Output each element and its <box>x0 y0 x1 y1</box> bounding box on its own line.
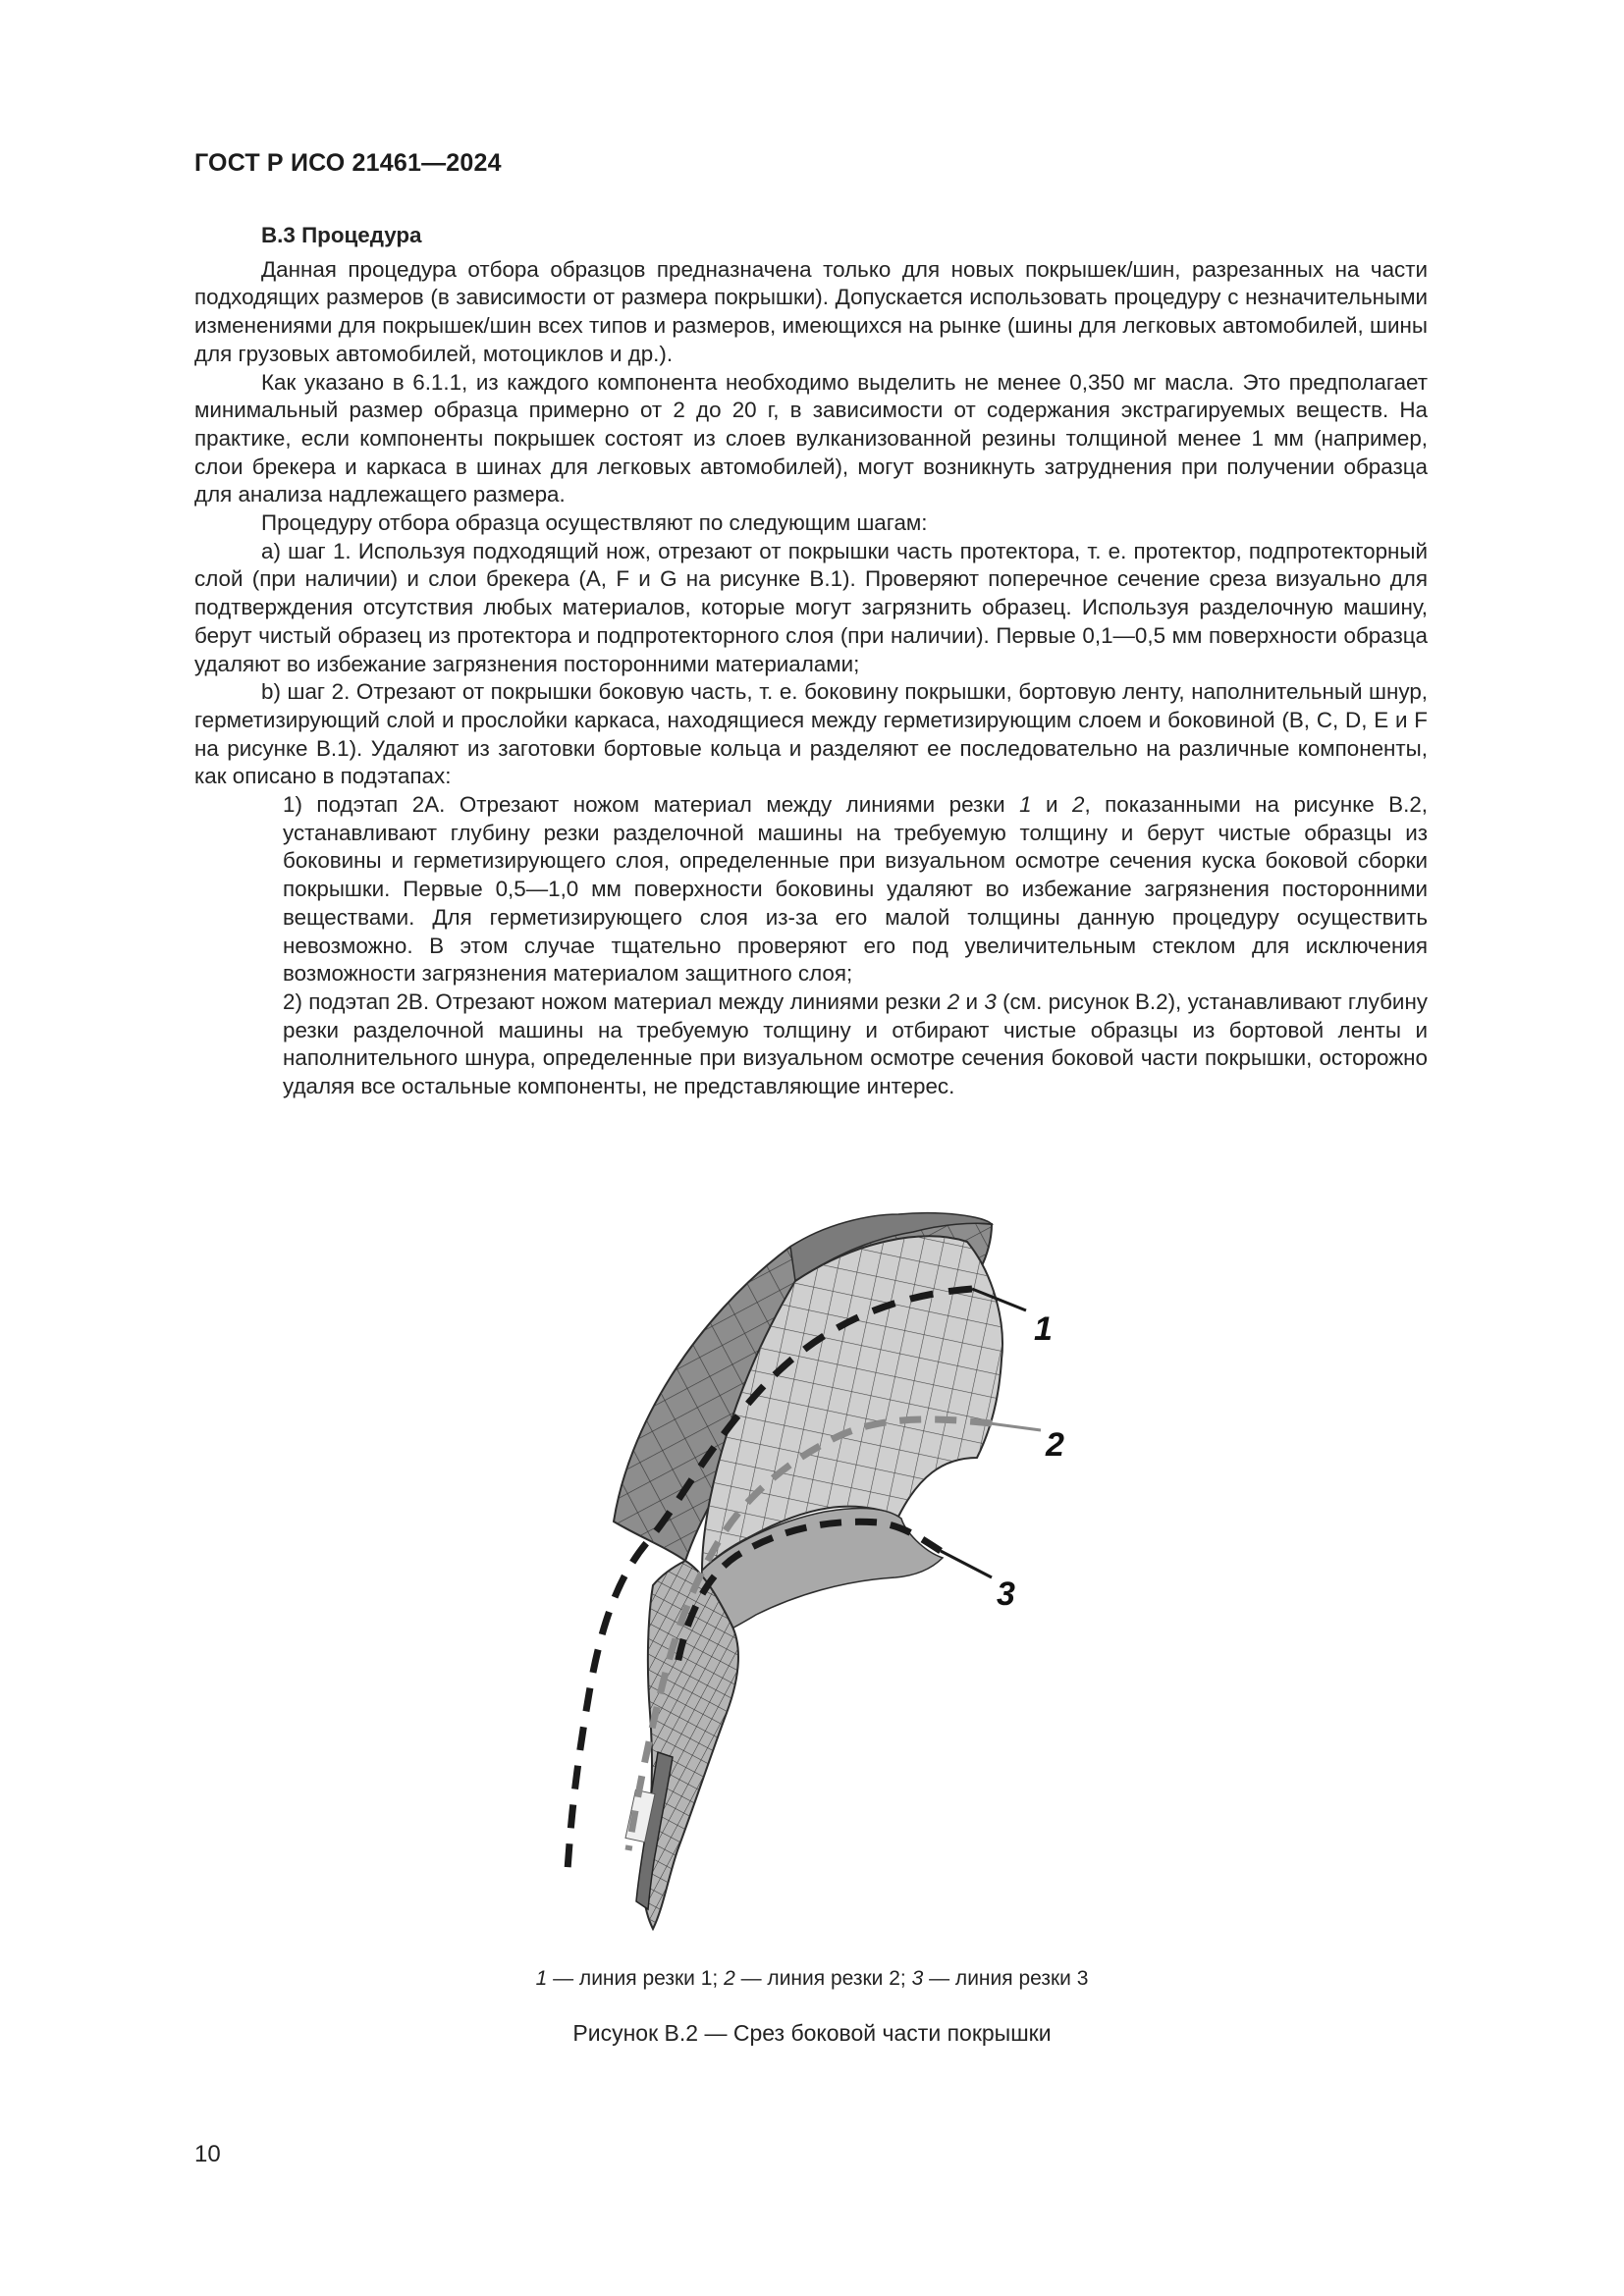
paragraph-steps-intro: Процедуру отбора образца осуществляют по следующим шагам: <box>261 510 928 536</box>
paragraph-intro: Данная процедура отбора образцов предназначена только для новых покрышек/шин, разрезанных на части подходящих размеров (в зависимости от размера покрышки). Допускается использовать процедуру с незначительными изменениями для покрышек/шин всех типов и размеров, имеющихся на рынке (шины для легковых автомобилей, шины для грузовых автомобилей, мотоциклов и др.). <box>194 256 1428 366</box>
paragraph-sample-size: Как указано в 6.1.1, из каждого компонента необходимо выделить не менее 0,350 мг масла. Это предполагает минимальный размер образца примерно от 2 до 20 г, в зависимости от содержания экстрагируемых веществ. На практике, если компоненты покрышек состоят из слоев вулканизованной резины толщиной менее 1 мм (например, слои брекера и каркаса в шинах для легковых автомобилей), могут возникнуть затруднения при получении образца для анализа надлежащего размера. <box>194 369 1428 507</box>
substep-2a: 1) подэтап 2A. Отрезают ножом материал между линиями резки 1 и 2, показанными на рисунке В.2, устанавливают глубину резки разделочной машины на требуемую толщину и берут чистые образцы из боковины и герметизирующего слоя, определенные при визуальном осмотре сечения куска боковой сборки покрышки. Первые 0,5—1,0 мм поверхности боковины удаляют во избежание загрязнения посторонними веществами. Для герметизирующего слоя из-за его малой толщины данную процедуру осуществить невозможно. В этом случае тщательно проверяют его под увеличительным стеклом для исключения возможности загрязнения материалом защитного слоя; <box>283 792 1429 987</box>
document-header: ГОСТ Р ИСО 21461—2024 <box>194 149 502 177</box>
figure-caption: Рисунок В.2 — Срез боковой части покрышки <box>572 2020 1052 2046</box>
paragraph-step-b: b) шаг 2. Отрезают от покрышки боковую часть, т. е. боковину покрышки, бортовую ленту, наполнительный шнур, герметизирующий слой и прослойки каркаса, находящиеся между герметизирующим слоем и боковиной (B, C, D, E и F на рисунке В.1). Удаляют из заготовки бортовые кольца и разделяют ее последовательно на различные компоненты, как описано в подэтапах: <box>194 679 1428 789</box>
tire-sidewall-figure <box>530 1202 1159 1949</box>
body-text <box>194 222 1428 1101</box>
callout-2-leader <box>990 1423 1041 1430</box>
callout-1: 1 <box>1034 1310 1053 1348</box>
section-heading: В.3 Процедура <box>261 223 422 247</box>
callout-3-leader <box>941 1551 992 1577</box>
figure-legend: 1 — линия резки 1; 2 — линия резки 2; 3 — линия резки 3 <box>535 1967 1089 1990</box>
tire-section-illustration <box>530 1202 1159 1949</box>
paragraph-step-a: a) шаг 1. Используя подходящий нож, отрезают от покрышки часть протектора, т. е. протектор, подпротекторный слой (при наличии) и слои брекера (A, F и G на рисунке В.1). Проверяют поперечное сечение среза визуально для подтверждения отсутствия любых материалов, которые могут загрязнить образец. Используя разделочную машину, берут чистый образец из протектора и подпротекторного слоя (при наличии). Первые 0,1—0,5 мм поверхности образца удаляют во избежание загрязнения посторонними материалами; <box>194 538 1428 676</box>
page-number: 10 <box>194 2141 221 2167</box>
substeps-list <box>194 791 1428 1101</box>
callout-2: 2 <box>1046 1426 1064 1464</box>
substep-2b: 2) подэтап 2B. Отрезают ножом материал между линиями резки 2 и 3 (см. рисунок В.2), устанавливают глубину резки разделочной машины на требуемую толщину и отбирают чистые образцы из бортовой ленты и наполнительного шнура, определенные при визуальном осмотре сечения боковой части покрышки, осторожно удаляя все остальные компоненты, не представляющие интерес. <box>283 988 1429 1099</box>
callout-3: 3 <box>997 1575 1015 1613</box>
